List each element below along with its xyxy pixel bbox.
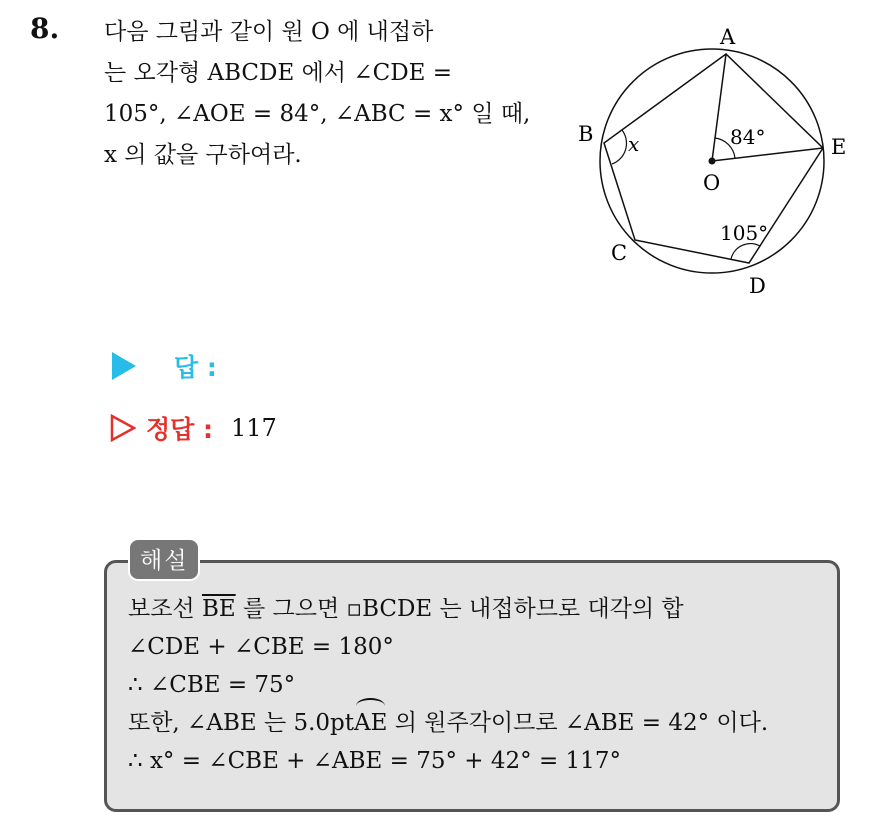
label-angle-x: x [628,132,640,156]
answer-label: 답 : [174,353,217,382]
label-a: A [720,25,736,49]
segment-oe [712,148,823,161]
segment-be-overline: $\overline{BE}$ [201,596,236,622]
label-e: E [831,135,847,159]
segment-oa [712,54,726,161]
outline-triangle-icon [110,414,136,442]
solution-line-1-a: 보조선 [128,596,202,622]
solution-line-4-a: 또한, ∠ABE 는 5.0pt [128,710,355,736]
label-angle-cde: 105° [720,221,769,245]
question-line-4: x 의 값을 구하여라. [104,142,302,168]
question-line-3: 105°, ∠AOE = 84°, ∠ABC = x° 일 때, [104,101,531,127]
solution-line-4-b: 의 원주각이므로 ∠ABE = 42° 이다. [387,710,769,736]
solution-line-1-b: 를 그으면 ▫BCDE 는 내접하므로 대각의 합 [235,596,684,622]
correct-answer-row [110,410,277,446]
solution-line-3: ∴ ∠CBE = 75° [128,672,296,698]
solution-tag: 해설 [128,538,200,581]
label-b: B [578,122,594,146]
question-line-2: 는 오각형 ABCDE 에서 ∠CDE = [104,60,453,86]
arc-ae: AE [354,704,387,742]
solution-line-4 [128,704,768,742]
solution-line-1 [128,590,768,628]
label-angle-aoe: 84° [730,125,766,149]
correct-answer-label: 정답 : [146,415,214,444]
correct-answer-value: 117 [231,414,277,442]
solution-line-5: ∴ x° = ∠CBE + ∠ABE = 75° + 42° = 117° [128,748,621,774]
solution-line-2: ∠CDE + ∠CBE = 180° [128,634,394,660]
center-point [709,158,716,165]
label-c: C [611,241,628,265]
question-line-1: 다음 그림과 같이 원 O 에 내접하 [104,19,434,45]
question-text [104,12,550,176]
pentagon-figure [570,18,860,308]
answer-row [112,348,217,384]
answer-arrow-icon [112,352,136,380]
solution-text [128,590,768,780]
label-o: O [703,171,721,195]
label-d: D [749,274,766,298]
question-number: 8. [30,12,60,45]
